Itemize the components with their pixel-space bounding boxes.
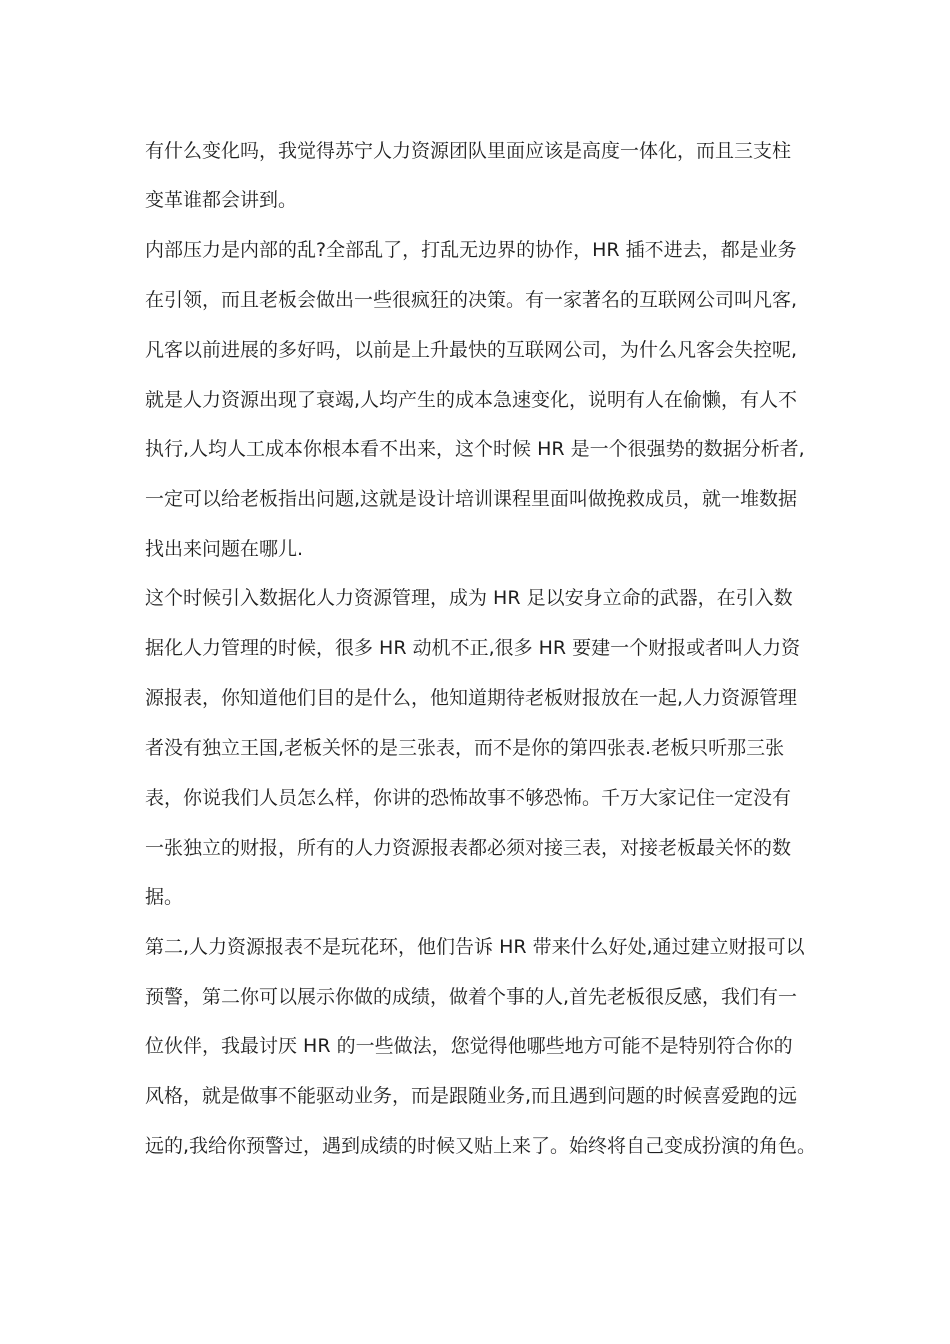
text-line: 预警，第二你可以展示你做的成绩，做着个事的人,首先老板很反感，我们有一 [145,986,798,1008]
text-line: 凡客以前进展的多好吗，以前是上升最快的互联网公司，为什么凡客会失控呢, [145,339,798,361]
text-line: 远的,我给你预警过，遇到成绩的时候又贴上来了。始终将自己变成扮演的角色。 [145,1135,817,1157]
text-line: 一张独立的财报，所有的人力资源报表都必须对接三表，对接老板最关怀的数 [145,837,792,859]
text-line: 源报表，你知道他们目的是什么，他知道期待老板财报放在一起,人力资源管理 [145,687,798,709]
text-line: 在引领，而且老板会做出一些很疯狂的决策。有一家著名的互联网公司叫凡客, [145,289,798,311]
text-line: 找出来问题在哪儿. [145,538,304,560]
text-line: 风格，就是做事不能驱动业务，而是跟随业务,而且遇到问题的时候喜爱跑的远 [145,1085,798,1107]
text-line: 这个时候引入数据化人力资源管理，成为 HR 足以安身立命的武器，在引入数 [145,587,793,609]
text-line: 有什么变化吗，我觉得苏宁人力资源团队里面应该是高度一体化，而且三支柱 [145,140,792,162]
text-line: 据化人力管理的时候，很多 HR 动机不正,很多 HR 要建一个财报或者叫人力资 [145,637,801,659]
text-line: 执行,人均人工成本你根本看不出来，这个时候 HR 是一个很强势的数据分析者, [145,438,805,460]
text-line: 第二,人力资源报表不是玩花环，他们告诉 HR 带来什么好处,通过建立财报可以 [145,936,805,958]
text-line: 内部压力是内部的乱?全部乱了，打乱无边界的协作，HR 插不进去，都是业务 [145,239,797,261]
text-line: 表，你说我们人员怎么样，你讲的恐怖故事不够恐怖。千万大家记住一定没有 [145,787,792,809]
text-line: 据。 [145,886,184,908]
text-line: 变革谁都会讲到。 [145,189,298,211]
text-line: 者没有独立王国,老板关怀的是三张表，而不是你的第四张表.老板只听那三张 [145,737,785,759]
text-line: 位伙伴，我最讨厌 HR 的一些做法，您觉得他哪些地方可能不是特别符合你的 [145,1035,793,1057]
text-line: 一定可以给老板指出问题,这就是设计培训课程里面叫做挽救成员，就一堆数据 [145,488,798,510]
text-line: 就是人力资源出现了衰竭,人均产生的成本急速变化，说明有人在偷懒，有人不 [145,389,798,411]
